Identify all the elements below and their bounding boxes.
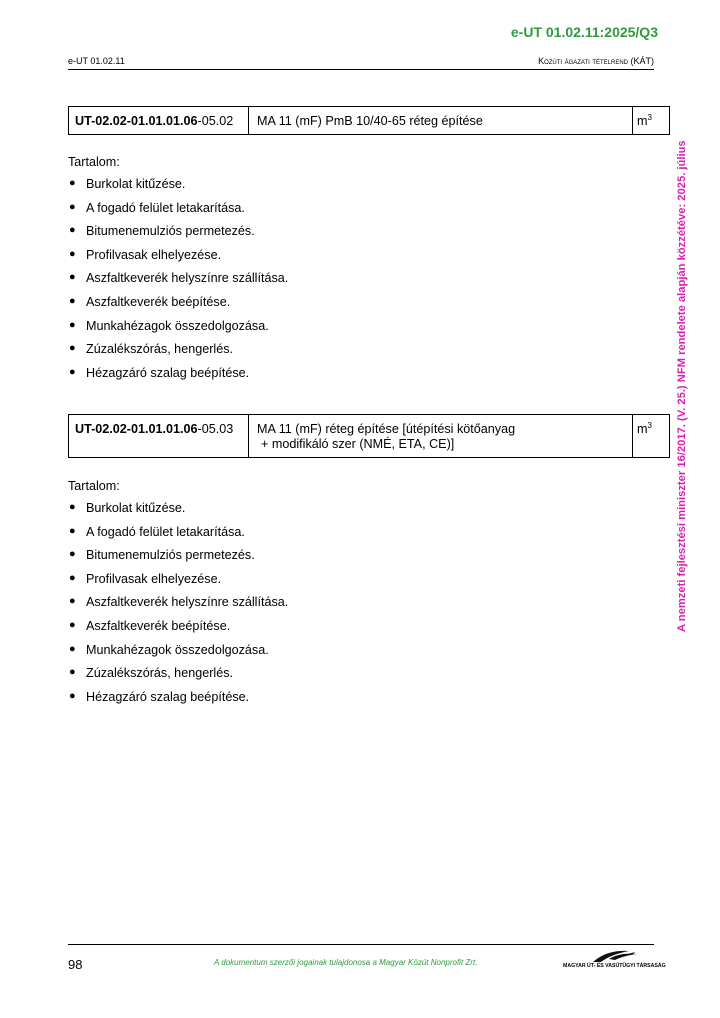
bullet-icon: ● bbox=[69, 642, 76, 655]
list-item: ● Burkolat kitűzése. bbox=[69, 501, 186, 515]
list-item: ● Zúzalékszórás, hengerlés. bbox=[69, 666, 233, 681]
item-code: UT-02.02-01.01.01.06-05.02 bbox=[69, 107, 249, 134]
item-description: MA 11 (mF) réteg építése [útépítési kötőanyag + modifikáló szer (NMÉ, ETA, CE)] bbox=[249, 415, 633, 457]
bullet-icon: ● bbox=[69, 501, 76, 513]
item-table-2 bbox=[68, 414, 670, 458]
copyright-notice: A dokumentum szerzői jogainak tulajdonosa a Magyar Közút Nonprofit Zrt. bbox=[214, 958, 478, 967]
content-label: Tartalom: bbox=[68, 479, 120, 493]
bullet-icon: ● bbox=[69, 595, 76, 608]
page-number: 98 bbox=[68, 957, 83, 972]
item-description: MA 11 (mF) PmB 10/40-65 réteg építése bbox=[249, 107, 633, 134]
bullet-icon: ● bbox=[69, 365, 76, 378]
document-code: e-UT 01.02.11:2025/Q3 bbox=[510, 24, 658, 40]
list-item: ● Profilvasak elhelyezése. bbox=[69, 247, 222, 262]
bullet-icon: ● bbox=[69, 689, 76, 702]
list-item: ● Profilvasak elhelyezése. bbox=[69, 571, 222, 586]
bullet-icon: ● bbox=[69, 666, 76, 679]
bullet-icon: ● bbox=[69, 571, 76, 584]
list-item: ● Aszfaltkeverék helyszínre szállítása. bbox=[69, 595, 289, 610]
list-item: ● Bitumenemulziós permetezés. bbox=[69, 548, 255, 563]
list-item: ● A fogadó felület letakarítása. bbox=[69, 524, 245, 539]
logo-text: MAGYAR ÚT- ÉS VASÚTÜGYI TÁRSASÁG bbox=[563, 963, 666, 969]
bullet-icon: ● bbox=[69, 224, 76, 237]
content-list bbox=[68, 177, 288, 389]
list-item: ● Zúzalékszórás, hengerlés. bbox=[69, 342, 233, 357]
list-item: ● Munkahézagok összedolgozása. bbox=[69, 642, 269, 657]
list-item: ● Bitumenemulziós permetezés. bbox=[69, 224, 255, 239]
bullet-icon: ● bbox=[69, 200, 76, 213]
content-section-2 bbox=[68, 479, 288, 713]
bullet-icon: ● bbox=[69, 271, 76, 284]
list-item: ● Munkahézagok összedolgozása. bbox=[69, 318, 269, 333]
page-header bbox=[68, 56, 654, 70]
bullet-icon: ● bbox=[69, 247, 76, 260]
item-code: UT-02.02-01.01.01.06-05.03 bbox=[69, 415, 249, 457]
bullet-icon: ● bbox=[69, 177, 76, 189]
list-item: ● Aszfaltkeverék beépítése. bbox=[69, 618, 231, 633]
list-item: ● Hézagzáró szalag beépítése. bbox=[69, 365, 250, 380]
list-item: ● Aszfaltkeverék beépítése. bbox=[69, 294, 231, 309]
header-right: Közúti ágazati tételrend (KÁT) bbox=[538, 56, 654, 66]
content-label: Tartalom: bbox=[68, 155, 120, 169]
item-unit: $m^3$ bbox=[637, 421, 652, 437]
content-list bbox=[68, 501, 288, 713]
list-item: ● Burkolat kitűzése. bbox=[69, 177, 186, 191]
bullet-icon: ● bbox=[69, 618, 76, 631]
bullet-icon: ● bbox=[69, 318, 76, 331]
list-item: ● A fogadó felület letakarítása. bbox=[69, 200, 245, 215]
item-table-1 bbox=[68, 106, 670, 135]
publication-note: A nemzeti fejlesztési miniszter 16/2017. (V. 25.) NFM rendelete alapján közzétéve: 2025. július bbox=[676, 140, 688, 632]
content-section-1 bbox=[68, 155, 288, 389]
list-item: ● Aszfaltkeverék helyszínre szállítása. bbox=[69, 271, 289, 286]
header-left: e-UT 01.02.11 bbox=[68, 56, 125, 66]
bullet-icon: ● bbox=[69, 294, 76, 307]
bullet-icon: ● bbox=[69, 524, 76, 537]
list-item: ● Hézagzáró szalag beépítése. bbox=[69, 689, 250, 704]
bullet-icon: ● bbox=[69, 548, 76, 561]
bullet-icon: ● bbox=[69, 342, 76, 355]
item-unit: $m^3$ bbox=[637, 113, 652, 129]
